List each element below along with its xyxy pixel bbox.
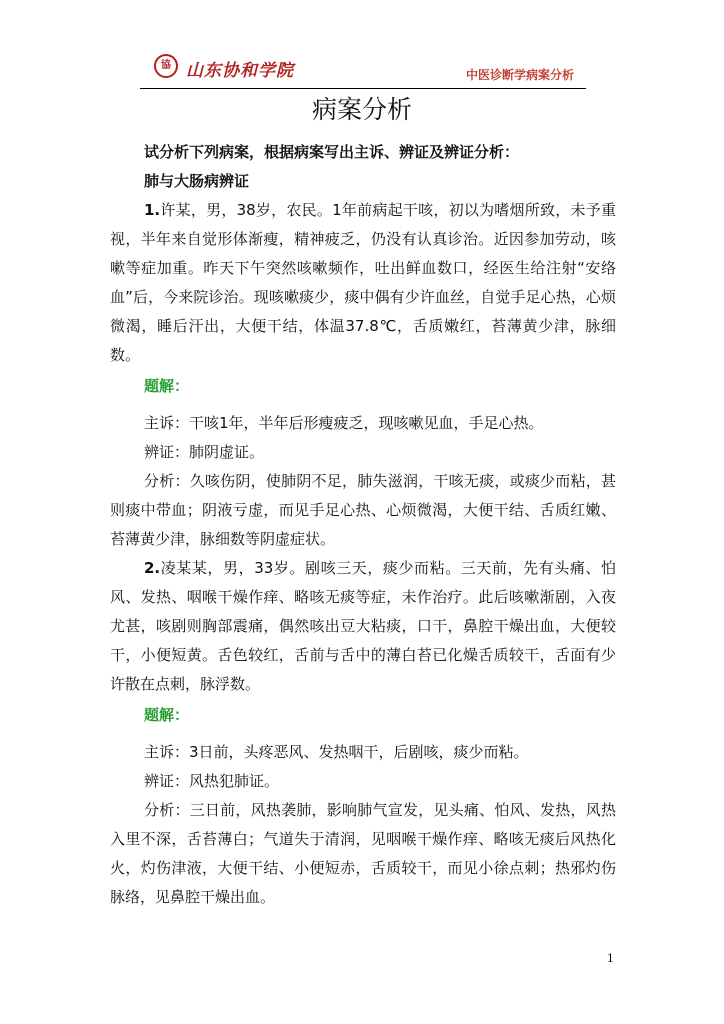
- case-1-number: 1.: [144, 201, 161, 219]
- case-1-bianzheng: 辨证：肺阴虚证。: [144, 443, 265, 461]
- case-1-zhusu: 主诉：干咳1年，半年后形瘦疲乏，现咳嗽见血，手足心热。: [144, 414, 544, 432]
- case-1-description: 许某，男，38岁，农民。1年前病起干咳，初以为嗜烟所致，未予重视，半年来自觉形体渐瘦，精神疲乏，仍没有认真诊治。近因参加劳动，咳嗽等症加重。昨天下午突然咳嗽频作，吐出鲜血数口，经医生给注射“安络血”后，今来院诊治。现咳嗽痰少，痰中偶有少许血丝，自觉手足心热，心烦微渴，睡后汗出，大便干结，体温37.8℃，舌质嫩红，苔薄黄少津，脉细数。: [110, 201, 616, 364]
- page-header: [140, 46, 586, 89]
- case-2-tijie-heading: 题解：: [144, 706, 190, 724]
- school-seal-logo: 協: [154, 54, 178, 78]
- school-name-logo: 山东协和学院: [186, 61, 294, 81]
- document-title: 病案分析: [311, 95, 412, 124]
- case-1-fenxi: 分析：久咳伤阴，使肺阴不足，肺失滋润，干咳无痰，或痰少而粘，甚则痰中带血；阴液亏虚，而见手足心热、心烦微渴，大便干结、舌质红嫩、苔薄黄少津，脉细数等阴虚症状。: [110, 472, 616, 548]
- case-2-fenxi: 分析：三日前，风热袭肺，影响肺气宣发，见头痛、怕风、发热，风热入里不深，舌苔薄白；气道失于清润，见咽喉干燥作痒、略咳无痰后风热化火，灼伤津液，大便干结、小便短赤，舌质较干，而见小徐点刺；热邪灼伤脉络，见鼻腔干燥出血。: [110, 801, 616, 906]
- document-body: [110, 138, 616, 912]
- case-2-zhusu: 主诉：3日前，头疼恶风、发热咽干，后剧咳，痰少而粘。: [144, 743, 529, 761]
- case-2-bianzheng: 辨证：风热犯肺证。: [144, 772, 280, 790]
- case-2-description: 凌某某，男，33岁。剧咳三天，痰少而粘。三天前，先有头痛、怕风、发热、咽喉干燥作痒、略咳无痰等症，未作治疗。此后咳嗽渐剧，入夜尤甚，咳剧则胸部震痛，偶然咳出豆大粘痰，口干，鼻腔干燥出血，大便较干，小便短黄。舌色较红，舌前与舌中的薄白苔已化燥舌质较干，舌面有少许散在点刺，脉浮数。: [110, 559, 616, 693]
- case-1-text: [110, 196, 616, 370]
- header-title: 中医诊断学病案分析: [465, 68, 574, 82]
- section-title: 肺与大肠病辨证: [144, 172, 250, 190]
- case-2-number: 2.: [144, 559, 161, 577]
- page-number: 1: [607, 952, 614, 965]
- case-1-tijie-heading: 题解：: [144, 377, 190, 395]
- case-2-text: [110, 554, 616, 699]
- intro-instruction: 试分析下列病案，根据病案写出主诉、辨证及辨证分析：: [144, 143, 520, 161]
